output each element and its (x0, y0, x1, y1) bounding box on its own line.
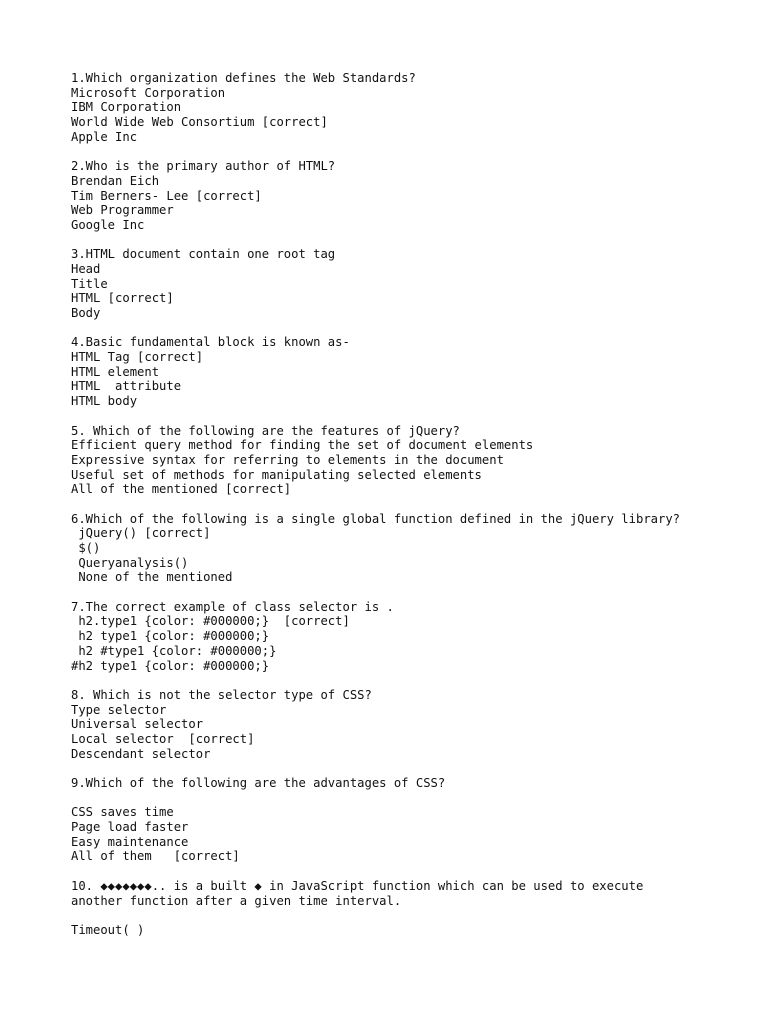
text-line (71, 791, 680, 806)
text-line: another function after a given time interval. (71, 893, 402, 908)
text-line (71, 673, 680, 688)
text-line (71, 409, 680, 424)
text-line: 9.Which of the following are the advantages of CSS? (71, 776, 446, 790)
text-line: Local selector [correct] (71, 731, 255, 746)
text-line: Body (71, 306, 101, 320)
text-line: Head (71, 261, 101, 276)
text-line (71, 233, 680, 248)
text-line: HTML Tag [correct] (71, 350, 204, 365)
text-line (71, 761, 680, 776)
text-line: 7.The correct example of class selector is . (71, 599, 394, 614)
text-line: Queryanalysis() (71, 555, 189, 570)
text-line: Google Inc (71, 217, 145, 232)
text-line: All of them [correct] (71, 849, 240, 864)
text-line: h2 #type1 {color: #000000;} (71, 643, 277, 658)
text-line: 10. ◆◆◆◆◆◆◆.. is a built ◆ in JavaScript function which can be used to execute (71, 878, 644, 893)
text-line: 1.Which organization defines the Web Standards? (71, 71, 416, 85)
document-body (71, 71, 680, 938)
text-line: Type selector (71, 702, 167, 717)
text-line: 4.Basic fundamental block is known as- (71, 335, 350, 350)
text-line: Expressive syntax for referring to elements in the document (71, 452, 504, 467)
text-line: h2 type1 {color: #000000;} (71, 629, 270, 644)
text-line: World Wide Web Consortium [correct] (71, 115, 328, 130)
text-line: jQuery() [correct] (71, 526, 211, 541)
text-line: Easy maintenance (71, 834, 189, 849)
text-line: Descendant selector (71, 746, 211, 761)
text-line: All of the mentioned [correct] (71, 482, 292, 497)
text-line: 2.Who is the primary author of HTML? (71, 159, 336, 174)
text-line: HTML [correct] (71, 291, 174, 306)
text-line (71, 321, 680, 336)
text-line: CSS saves time (71, 805, 174, 820)
text-line: HTML body (71, 394, 138, 409)
text-line (71, 908, 680, 923)
text-line: 3.HTML document contain one root tag (71, 247, 336, 262)
text-line: Page load faster (71, 820, 189, 835)
text-line: Efficient query method for finding the set of document elements (71, 438, 534, 453)
text-line: 5. Which of the following are the features of jQuery? (71, 423, 460, 438)
text-line: h2.type1 {color: #000000;} [correct] (71, 614, 350, 629)
text-line: Title (71, 276, 108, 291)
text-line: Apple Inc (71, 129, 138, 144)
text-line: $() (71, 541, 101, 555)
text-line: Tim Berners- Lee [correct] (71, 188, 262, 203)
text-line (71, 144, 680, 159)
text-line: IBM Corporation (71, 100, 182, 115)
text-line (71, 864, 680, 879)
text-line: Web Programmer (71, 203, 174, 218)
text-line: None of the mentioned (71, 570, 233, 585)
text-line: Useful set of methods for manipulating selected elements (71, 467, 482, 482)
text-line: 6.Which of the following is a single global function defined in the jQuery library? (71, 511, 681, 526)
text-line: Brendan Eich (71, 173, 160, 188)
text-line: #h2 type1 {color: #000000;} (71, 658, 270, 673)
text-line: Universal selector (71, 717, 204, 732)
text-line: HTML element (71, 364, 160, 379)
text-line: HTML attribute (71, 379, 182, 394)
text-line (71, 497, 680, 512)
text-line: Microsoft Corporation (71, 85, 226, 100)
text-line (71, 585, 680, 600)
text-line: Timeout( ) (71, 922, 145, 937)
text-line: 8. Which is not the selector type of CSS? (71, 687, 372, 702)
